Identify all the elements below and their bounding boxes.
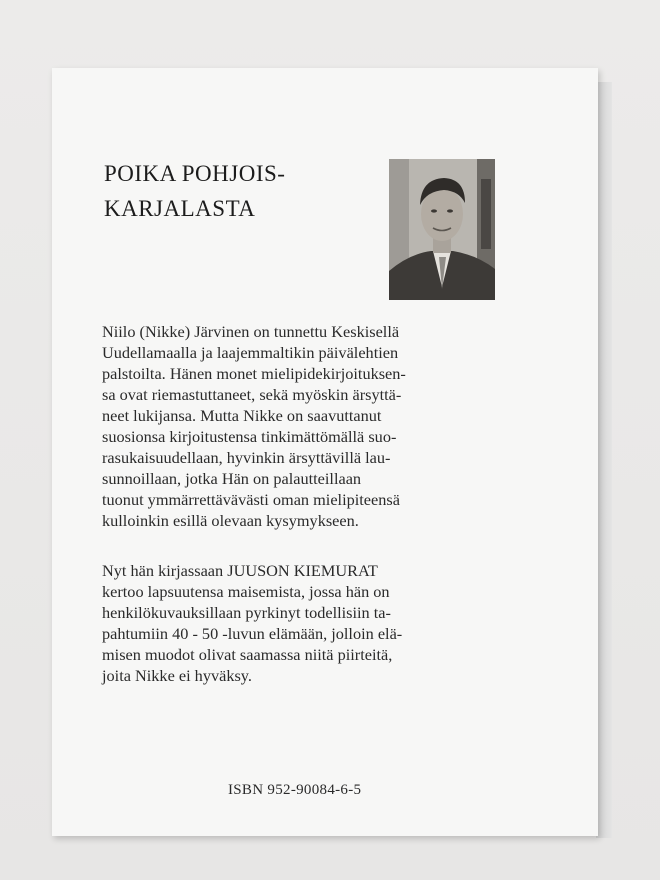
text-line: sunnoillaan, jotka Hän on palautteillaan (102, 469, 362, 488)
book-spine-shadow (596, 82, 612, 838)
isbn-number: ISBN 952-90084-6-5 (228, 782, 362, 798)
text-line: joita Nikke ei hyväksy. (102, 666, 252, 685)
text-line: palstoilta. Hänen monet mielipidekirjoituksen- (102, 364, 406, 383)
book-title (104, 156, 285, 226)
text-line: henkilökuvauksillaan pyrkinyt todellisiin ta- (102, 603, 391, 622)
text-line: Uudellamaalla ja laajemmaltikin päivälehtien (102, 343, 399, 362)
title-line-2: KARJALASTA (104, 196, 256, 221)
text-line: kertoo lapsuutensa maisemista, jossa hän on (102, 582, 390, 601)
text-line: neet lukijansa. Mutta Nikke on saavuttanut (102, 406, 382, 425)
text-line: tuonut ymmärrettävävästi oman mielipiteensä (102, 490, 400, 509)
author-description (102, 321, 406, 531)
title-line-1: POIKA POHJOIS- (104, 161, 286, 186)
text-line: kulloinkin esillä olevaan kysymykseen. (102, 511, 359, 530)
text-line: pahtumiin 40 - 50 -luvun elämään, jolloin elä- (102, 624, 403, 643)
text-line: sa ovat riemastuttaneet, sekä myöskin ärsyttä- (102, 385, 402, 404)
book-back-cover (52, 68, 598, 836)
text-line: suosionsa kirjoitustensa tinkimättömällä suo- (102, 427, 397, 446)
author-photo (389, 159, 495, 300)
text-line: rasukaisuudellaan, hyvinkin ärsyttävillä lau- (102, 448, 391, 467)
text-line: misen muodot olivat saamassa niitä piirteitä, (102, 645, 393, 664)
text-line: Nyt hän kirjassaan JUUSON KIEMURAT (102, 561, 378, 580)
book-description (102, 560, 402, 686)
text-line: Niilo (Nikke) Järvinen on tunnettu Keskisellä (102, 322, 400, 341)
